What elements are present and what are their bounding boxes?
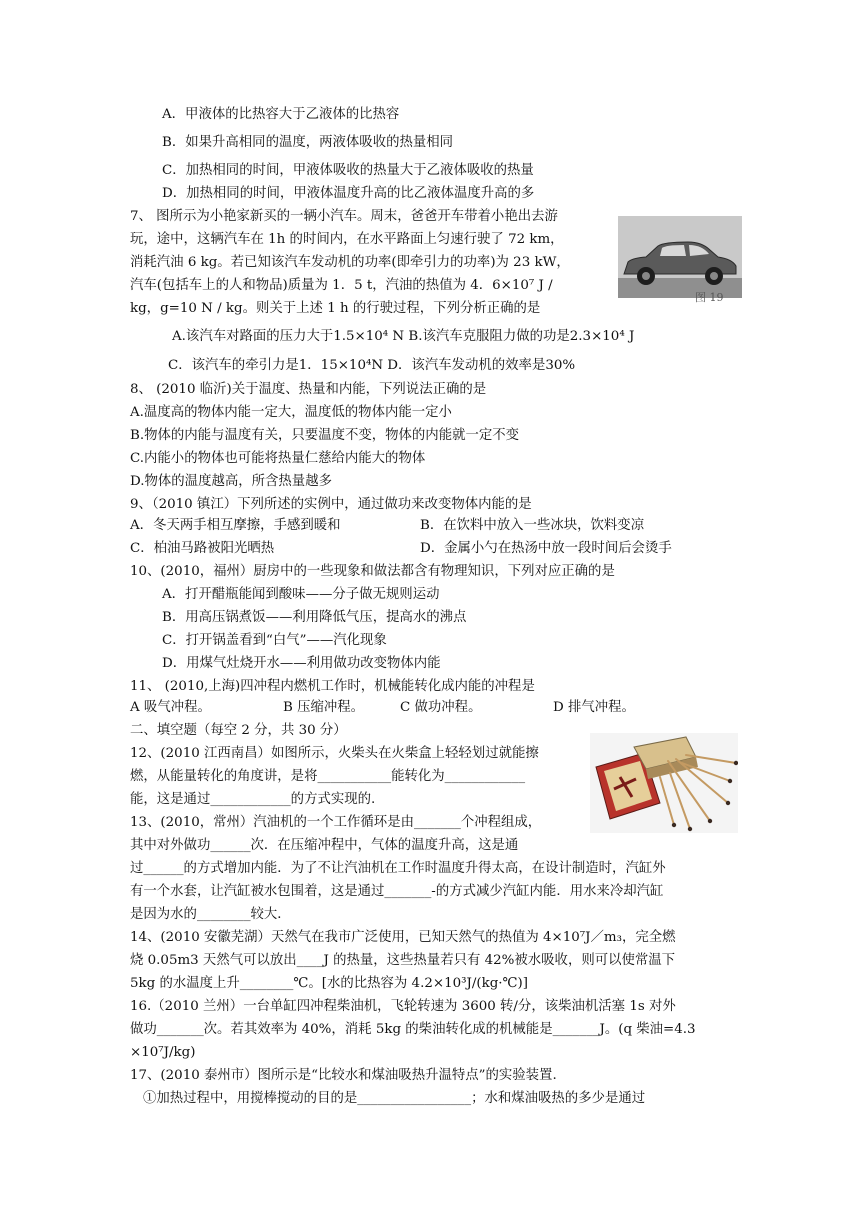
q16-line-1: 16.（2010 兰州）一台单缸四冲程柴油机，飞轮转速为 3600 转/分，该柴油机活塞 1s 对外 bbox=[130, 999, 676, 1014]
q9-option-a: A．冬天两手相互摩擦，手感到暖和 bbox=[130, 518, 341, 533]
q6-option-a: A．甲液体的比热容大于乙液体的比热容 bbox=[162, 107, 400, 122]
q7-options-cd: C．该汽车的牵引力是1．15×10⁴N D．该汽车发动机的效率是30% bbox=[168, 358, 576, 373]
q10-option-c: C．打开锅盖看到“白气”——汽化现象 bbox=[162, 633, 387, 648]
q10-option-b: B．用高压锅煮饭——利用降低气压，提高水的沸点 bbox=[162, 610, 467, 625]
matchbox-illustration bbox=[590, 733, 738, 833]
q9-option-d: D．金属小勺在热汤中放一段时间后会烫手 bbox=[420, 541, 672, 556]
section-heading-fill-in: 二、填空题（每空 2 分，共 30 分） bbox=[130, 723, 347, 738]
q8-option-c: C.内能小的物体也可能将热量仁慈给内能大的物体 bbox=[130, 451, 426, 466]
q13-line-2: 其中对外做功______次．在压缩冲程中，气体的温度升高，这是通 bbox=[130, 838, 519, 853]
q14-line-1: 14、(2010 安徽芜湖）天然气在我市广泛使用，已知天然气的热值为 4×10⁷J／m₃，完全燃 bbox=[130, 930, 676, 945]
q16-line-2: 做功_______次。若其效率为 40%，消耗 5kg 的柴油转化成的机械能是_______J。(q 柴油=4.3 bbox=[130, 1022, 696, 1037]
q8-option-d: D.物体的温度越高，所含热量越多 bbox=[130, 474, 332, 489]
q7-line-1: 7、 图所示为小艳家新买的一辆小汽车。周末，爸爸开车带着小艳出去游 bbox=[130, 209, 558, 224]
q6-option-c: C．加热相同的时间，甲液体吸收的热量大于乙液体吸收的热量 bbox=[162, 163, 534, 178]
q8-option-b: B.物体的内能与温度有关，只要温度不变，物体的内能就一定不变 bbox=[130, 428, 520, 443]
q6-option-b: B．如果升高相同的温度，两液体吸收的热量相同 bbox=[162, 135, 454, 150]
q7-line-5: kg，g=10 N / kg。则关于上述 1 h 的行驶过程，下列分析正确的是 bbox=[130, 301, 541, 316]
q14-line-3: 5kg 的水温度上升________℃。[水的比热容为 4.2×10³J/(kg·℃)] bbox=[130, 976, 528, 991]
q11-stem: 11、 (2010,上海)四冲程内燃机工作时，机械能转化成内能的冲程是 bbox=[130, 679, 535, 694]
q13-line-5: 是因为水的________较大． bbox=[130, 907, 291, 922]
q10-stem: 10、(2010，福州）厨房中的一些现象和做法都含有物理知识，下列对应正确的是 bbox=[130, 564, 615, 579]
q6-option-d: D．加热相同的时间，甲液体温度升高的比乙液体温度升高的多 bbox=[162, 186, 535, 201]
q8-option-a: A.温度高的物体内能一定大，温度低的物体内能一定小 bbox=[130, 405, 452, 420]
q12-line-1: 12、(2010 江西南昌）如图所示，火柴头在火柴盒上轻轻划过就能擦 bbox=[130, 746, 539, 761]
q9-option-c: C．柏油马路被阳光晒热 bbox=[130, 541, 275, 556]
q17-line-1: 17、(2010 泰州市）图所示是“比较水和煤油吸热升温特点”的实验装置. bbox=[130, 1068, 557, 1083]
q10-option-d: D．用煤气灶烧开水——利用做功改变物体内能 bbox=[162, 656, 441, 671]
q7-line-2: 玩，途中，这辆汽车在 1h 的时间内，在水平路面上匀速行驶了 72 km， bbox=[130, 232, 564, 247]
q17-line-2: ①加热过程中，用搅棒搅动的目的是_________________；水和煤油吸热的多少是通过 bbox=[143, 1091, 646, 1106]
q13-line-4: 有一个水套，让汽缸被水包围着，这是通过_______-的方式减少汽缸内能．用水来冷却汽缸 bbox=[130, 884, 664, 899]
q11-option-a: A 吸气冲程。 bbox=[130, 700, 211, 715]
q11-option-d: D 排气冲程。 bbox=[553, 700, 635, 715]
q12-line-3: 能，这是通过____________的方式实现的. bbox=[130, 792, 376, 807]
q9-option-b: B．在饮料中放入一些冰块，饮料变凉 bbox=[420, 518, 645, 533]
q12-line-2: 燃，从能量转化的角度讲，是将___________能转化为____________ bbox=[130, 769, 526, 784]
q8-stem: 8、 (2010 临沂)关于温度、热量和内能，下列说法正确的是 bbox=[130, 382, 487, 397]
car-figure-caption: 图 19 bbox=[695, 291, 724, 304]
q7-options-ab: A.该汽车对路面的压力大于1.5×10⁴ N B.该汽车克服阻力做的功是2.3×10⁴ J bbox=[172, 329, 635, 344]
q11-option-b: B 压缩冲程。 bbox=[283, 700, 365, 715]
q11-option-c: C 做功冲程。 bbox=[400, 700, 482, 715]
q13-line-1: 13、(2010，常州）汽油机的一个工作循环是由_______个冲程组成， bbox=[130, 815, 542, 830]
q16-line-3: ×10⁷J/kg) bbox=[130, 1045, 196, 1060]
q9-stem: 9、（2010 镇江）下列所述的实例中，通过做功来改变物体内能的是 bbox=[130, 497, 532, 512]
q13-line-3: 过______的方式增加内能．为了不让汽油机在工作时温度升得太高，在设计制造时，汽缸外 bbox=[130, 861, 666, 876]
q10-option-a: A．打开醋瓶能闻到酸味——分子做无规则运动 bbox=[162, 587, 440, 602]
q7-line-4: 汽车(包括车上的人和物品)质量为 1．5 t，汽油的热值为 4．6×10⁷ J / bbox=[130, 278, 553, 293]
q7-line-3: 消耗汽油 6 kg。若已知该汽车发动机的功率(即牵引力的功率)为 23 kW， bbox=[130, 255, 570, 270]
q14-line-2: 烧 0.05m3 天然气可以放出____J 的热量，这些热量若只有 42%被水吸收，则可以使常温下 bbox=[130, 953, 676, 968]
matchbox-figure bbox=[590, 733, 738, 833]
